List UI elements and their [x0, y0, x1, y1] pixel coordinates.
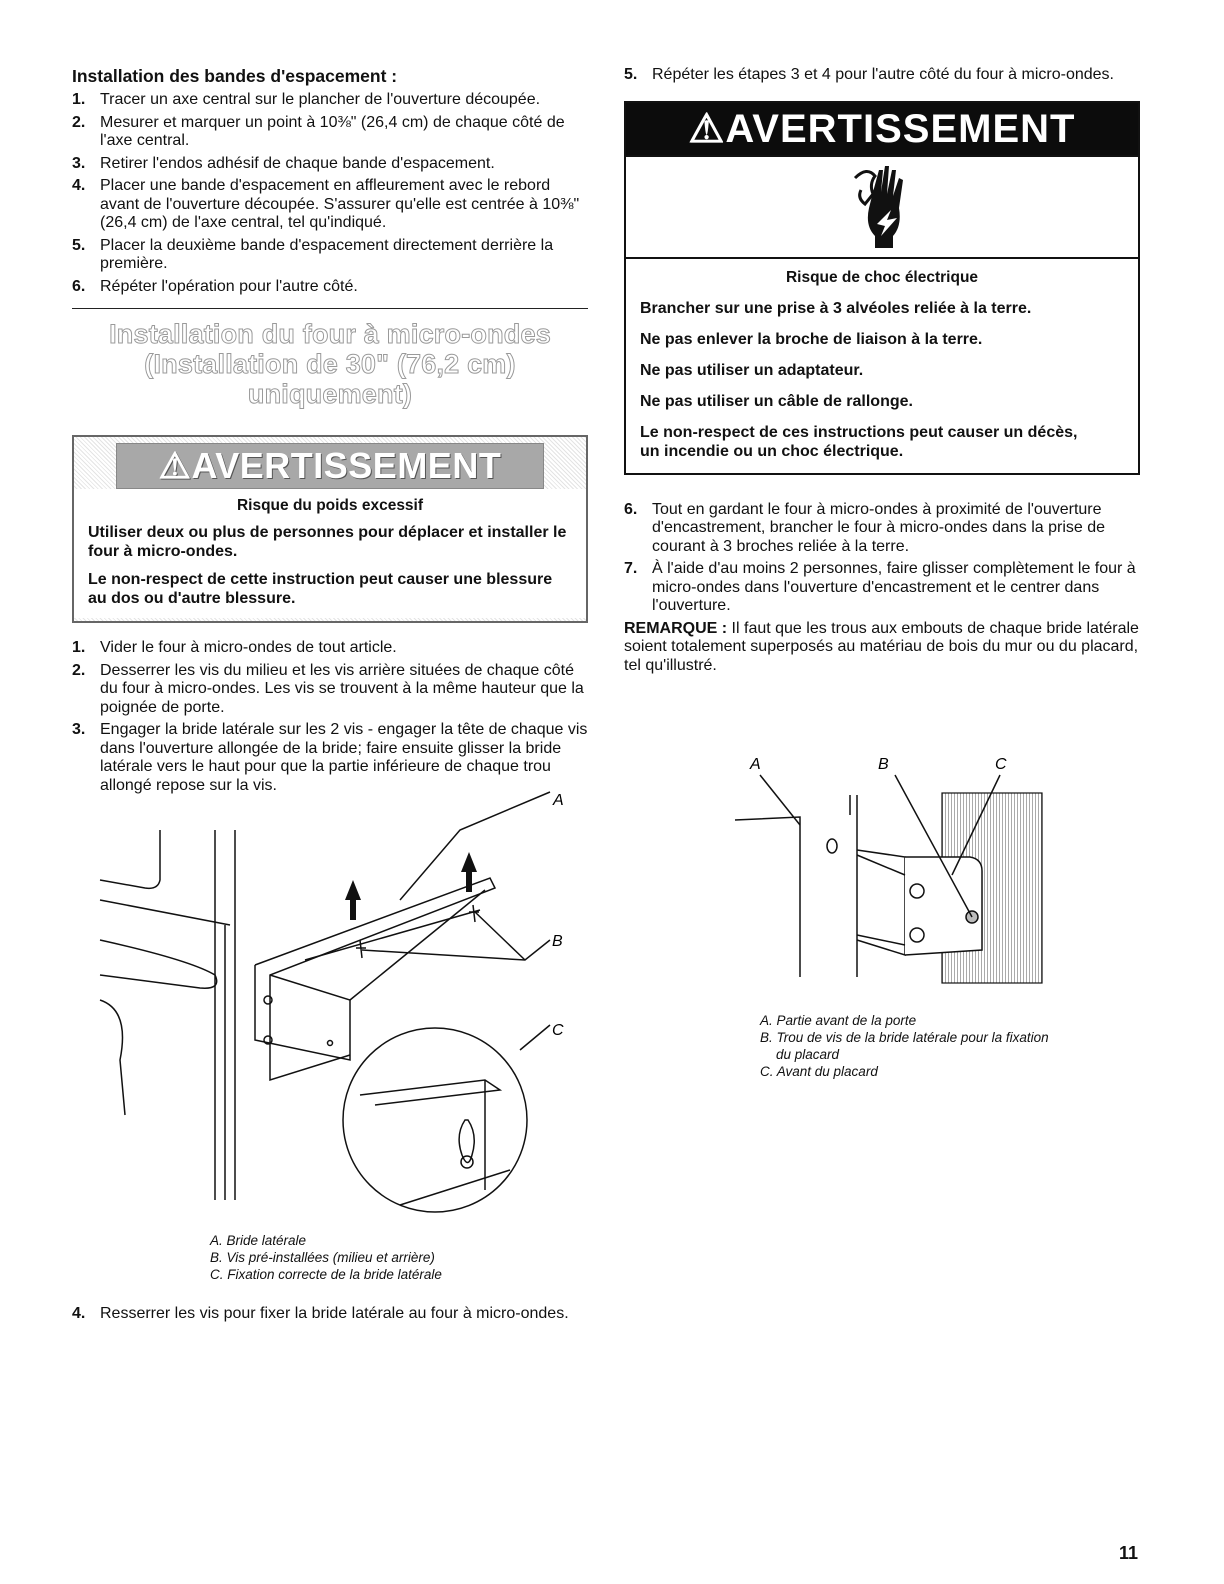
leader-line: [520, 1025, 550, 1050]
spacer-heading: Installation des bandes d'espacement :: [72, 66, 398, 86]
warning-header: ⚠AVERTISSEMENT: [116, 443, 544, 489]
figure-label-c: C: [995, 756, 1007, 773]
section-divider: [72, 308, 588, 309]
left-step-4: [72, 1305, 588, 1328]
oven-outline: [100, 1000, 125, 1115]
door-mark: [827, 839, 837, 853]
left-figure-caption: A. Bride latérale B. Vis pré-installées (milieu et arrière) C. Fixation correcte de la bride latérale: [210, 1233, 442, 1282]
right-steps: [624, 501, 1140, 616]
page-number: 11: [1119, 1543, 1139, 1563]
flange-outline: [857, 855, 905, 945]
shock-hazard-icon-row: [626, 155, 1138, 259]
warning-line: Ne pas utiliser un adaptateur.: [640, 361, 864, 379]
cabinet-flange-figure: [720, 745, 1060, 995]
note-label: REMARQUE :: [624, 619, 728, 637]
right-column: [624, 66, 1140, 675]
warning-line: Utiliser deux ou plus de personnes pour déplacer et installer le four à micro-ondes.: [88, 524, 567, 560]
up-arrow-icon: [345, 880, 361, 920]
right-figure-caption: A. Partie avant de la porte B. Trou de vis de la bride latérale pour la fixation du placard C. Avant du placard: [760, 1013, 1049, 1079]
warning-line: Le non-respect de cette instruction peut causer une blessure au dos ou d'autre blessure.: [88, 571, 553, 607]
door-outline: [735, 817, 800, 977]
list-item: 3. Retirer l'endos adhésif de chaque bande d'espacement.: [72, 154, 495, 172]
warning-subtitle: Risque du poids excessif: [236, 497, 424, 514]
warning-line: Ne pas enlever la broche de liaison à la terre.: [640, 330, 983, 348]
list-item: 1. Tracer un axe central sur le plancher de l'ouverture découpée.: [72, 91, 541, 108]
warning-body: [626, 259, 1138, 473]
detail-flange: [400, 1170, 510, 1205]
detail-flange: [360, 1080, 500, 1105]
note-text: Il faut que les trous aux embouts de chaque bride latérale soient totalement superposés au matériau de bois du mur ou du placard, tel qu'illustré.: [624, 619, 1139, 674]
list-item: 4. Placer une bande d'espacement en affleurement avec le rebord avant de l'ouverture découpée. S'assurer qu'elle est centrée à 10⅜" (26,4 cm) de l'axe central, tel qu'indiqué.: [72, 177, 580, 231]
oven-outline: [100, 830, 160, 888]
figure-label-a: A: [750, 756, 761, 773]
figure-label-b: B: [552, 933, 563, 950]
list-item: 4. Resserrer les vis pour fixer la bride latérale au four à micro-ondes.: [72, 1305, 569, 1322]
side-flange-figure: [90, 760, 580, 1220]
section-title: Installation du four à micro-ondes (Installation de 30" (76,2 cm) uniquement): [109, 319, 551, 409]
flange-hole: [328, 1041, 333, 1046]
list-item: 2. Desserrer les vis du milieu et les vis arrière situées de chaque côté du four à micro-ondes. Les vis se trouvent à la même hauteur que la poignée de porte.: [72, 661, 584, 716]
oven-outline: [100, 900, 230, 925]
electric-warning-box: [624, 101, 1140, 475]
flange-hole: [264, 996, 272, 1004]
warning-body: [74, 489, 586, 618]
warning-line: Le non-respect de ces instructions peut causer un décès, un incendie ou un choc électrique.: [640, 423, 1078, 460]
electric-shock-icon: [847, 164, 917, 250]
left-column: [72, 66, 588, 799]
list-item: 6. Tout en gardant le four à micro-ondes à proximité de l'ouverture d'encastrement, brancher le four à micro-ondes dans la prise de courant à 3 broches reliée à la terre.: [624, 500, 1106, 555]
up-arrow-icon: [461, 852, 477, 892]
leader-line: [475, 912, 525, 960]
warning-line: Ne pas utiliser un câble de rallonge.: [640, 392, 913, 410]
list-item: 3. Engager la bride latérale sur les 2 vis - engager la tête de chaque vis dans l'ouverture allongée de la bride; faire ensuite glisser la bride latérale vers le haut pour que la partie inférieure de chaque trou allongé repose sur la vis.: [72, 721, 588, 794]
figure-label-a: A: [553, 792, 564, 809]
oven-outline: [100, 940, 217, 988]
flange-outline: [350, 890, 485, 1000]
weight-warning-box: [72, 435, 588, 623]
oven-outline: [850, 795, 857, 977]
list-item: 5. Répéter les étapes 3 et 4 pour l'autre côté du four à micro-ondes.: [624, 66, 1114, 83]
detail-circle: [343, 1028, 527, 1212]
warning-subtitle: Risque de choc électrique: [785, 268, 979, 286]
flange-outline: [905, 857, 982, 955]
warning-header: ⚠AVERTISSEMENT: [626, 103, 1138, 155]
figure-label-c: C: [552, 1022, 564, 1039]
list-item: 2. Mesurer et marquer un point à 10⅜" (26,4 cm) de chaque côté de l'axe central.: [72, 113, 565, 149]
list-item: 7. À l'aide d'au moins 2 personnes, faire glisser complètement le four à micro-ondes dans l'ouverture d'encastrement et le centrer dans l'ouverture.: [624, 560, 1136, 614]
note-paragraph: [624, 620, 1140, 676]
spacer-steps: [72, 91, 588, 296]
figure-label-b: B: [878, 756, 889, 773]
warning-line: Brancher sur une prise à 3 alvéoles reliée à la terre.: [640, 299, 1032, 317]
list-item: 1. Vider le four à micro-ondes de tout article.: [72, 639, 397, 656]
list-item: 5. Placer la deuxième bande d'espacement directement derrière la première.: [72, 236, 554, 272]
list-item: 6. Répéter l'opération pour l'autre côté.: [72, 277, 358, 295]
